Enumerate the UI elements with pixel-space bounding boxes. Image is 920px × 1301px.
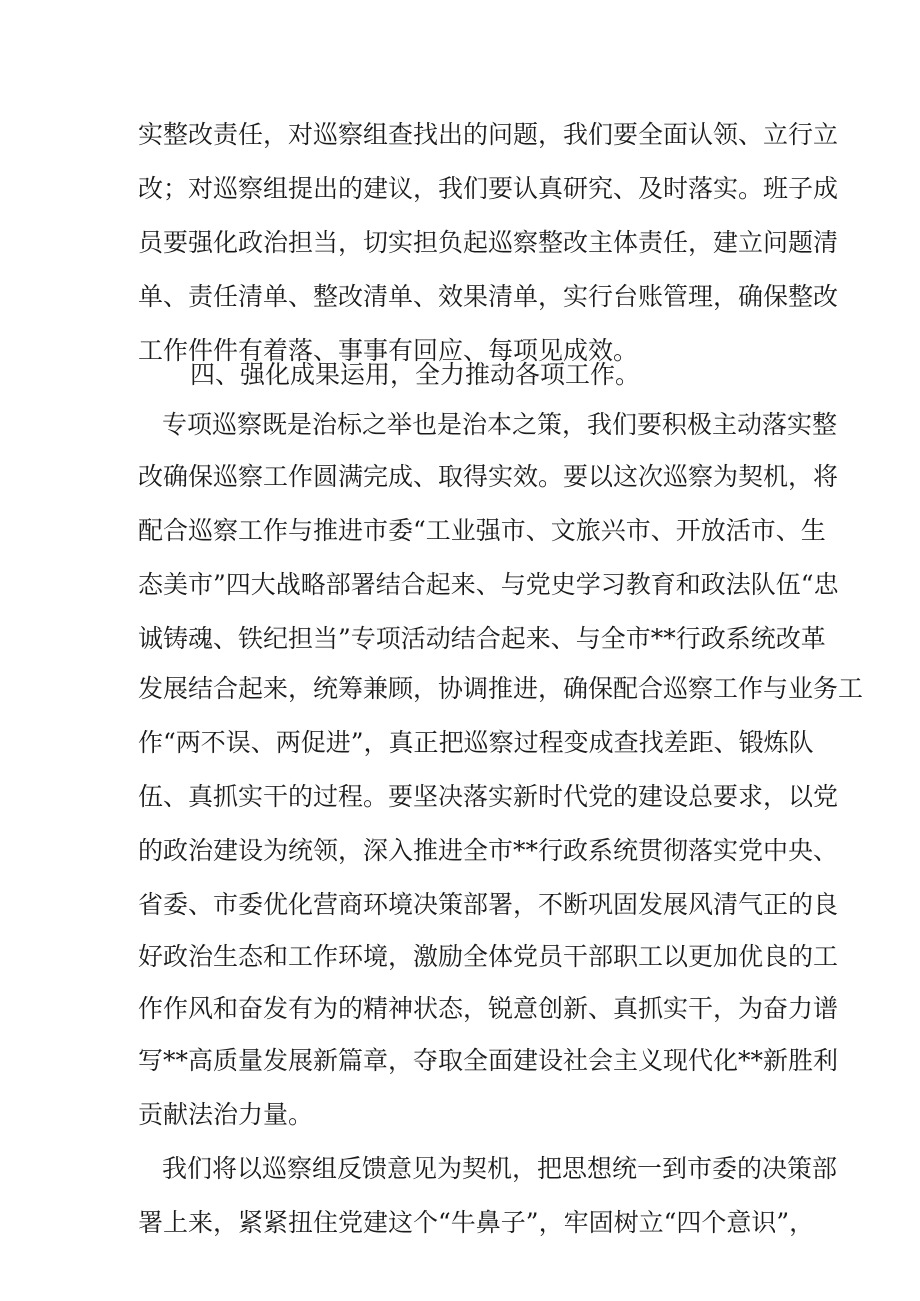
paragraph-2-line-13: 写**高质量发展新篇章，夺取全面建设社会主义现代化**新胜利 xyxy=(138,1046,839,1075)
paragraph-2-line-3: 配合巡察工作与推进市委“工业强市、文旅兴市、开放活市、生 xyxy=(138,516,826,545)
paragraph-2-line-9: 的政治建设为统领，深入推进全市**行政系统贯彻落实党中央、 xyxy=(138,836,839,865)
paragraph-2-line-8: 伍、真抓实干的过程。要坚决落实新时代党的建设总要求，以党 xyxy=(138,782,839,811)
paragraph-1-line-2: 改；对巡察组提出的建议，我们要认真研究、及时落实。班子成 xyxy=(138,174,839,203)
paragraph-2-line-10: 省委、市委优化营商环境决策部署，不断巩固发展风清气正的良 xyxy=(138,890,839,919)
paragraph-2-line-2: 改确保巡察工作圆满完成、取得实效。要以这次巡察为契机，将 xyxy=(138,462,839,491)
paragraph-2-line-6: 发展结合起来，统筹兼顾，协调推进，确保配合巡察工作与业务工 xyxy=(138,674,864,703)
paragraph-1-line-4: 单、责任清单、整改清单、效果清单，实行台账管理，确保整改 xyxy=(138,282,839,311)
paragraph-2-line-5: 诚铸魂、铁纪担当”专项活动结合起来、与全市**行政系统改革 xyxy=(138,624,826,653)
paragraph-2-line-12: 作作风和奋发有为的精神状态，锐意创新、真抓实干，为奋力谱 xyxy=(138,994,839,1023)
section-heading-4: 四、强化成果运用，全力推动各项工作。 xyxy=(190,360,641,389)
paragraph-1-line-3: 员要强化政治担当，切实担负起巡察整改主体责任，建立问题清 xyxy=(138,228,839,257)
paragraph-1-line-1: 实整改责任，对巡察组查找出的问题，我们要全面认领、立行立 xyxy=(138,120,839,149)
paragraph-2-line-11: 好政治生态和工作环境，激励全体党员干部职工以更加优良的工 xyxy=(138,942,839,971)
paragraph-1-line-5: 工作件件有着落、事事有回应、每项见成效。 xyxy=(138,336,639,365)
paragraph-3-line-1: 我们将以巡察组反馈意见为契机，把思想统一到市委的决策部 xyxy=(162,1154,838,1183)
paragraph-3-line-2: 署上来，紧紧扭住党建这个“牛鼻子”，牢固树立“四个意识”， xyxy=(138,1208,815,1237)
paragraph-2-line-14: 贡献法治力量。 xyxy=(138,1100,314,1129)
paragraph-2-line-1: 专项巡察既是治标之举也是治本之策，我们要积极主动落实整 xyxy=(162,410,838,439)
paragraph-2-line-7: 作“两不误、两促进”，真正把巡察过程变成查找差距、锻炼队 xyxy=(138,728,814,757)
paragraph-2-line-4: 态美市”四大战略部署结合起来、与党史学习教育和政法队伍“忠 xyxy=(138,570,839,599)
